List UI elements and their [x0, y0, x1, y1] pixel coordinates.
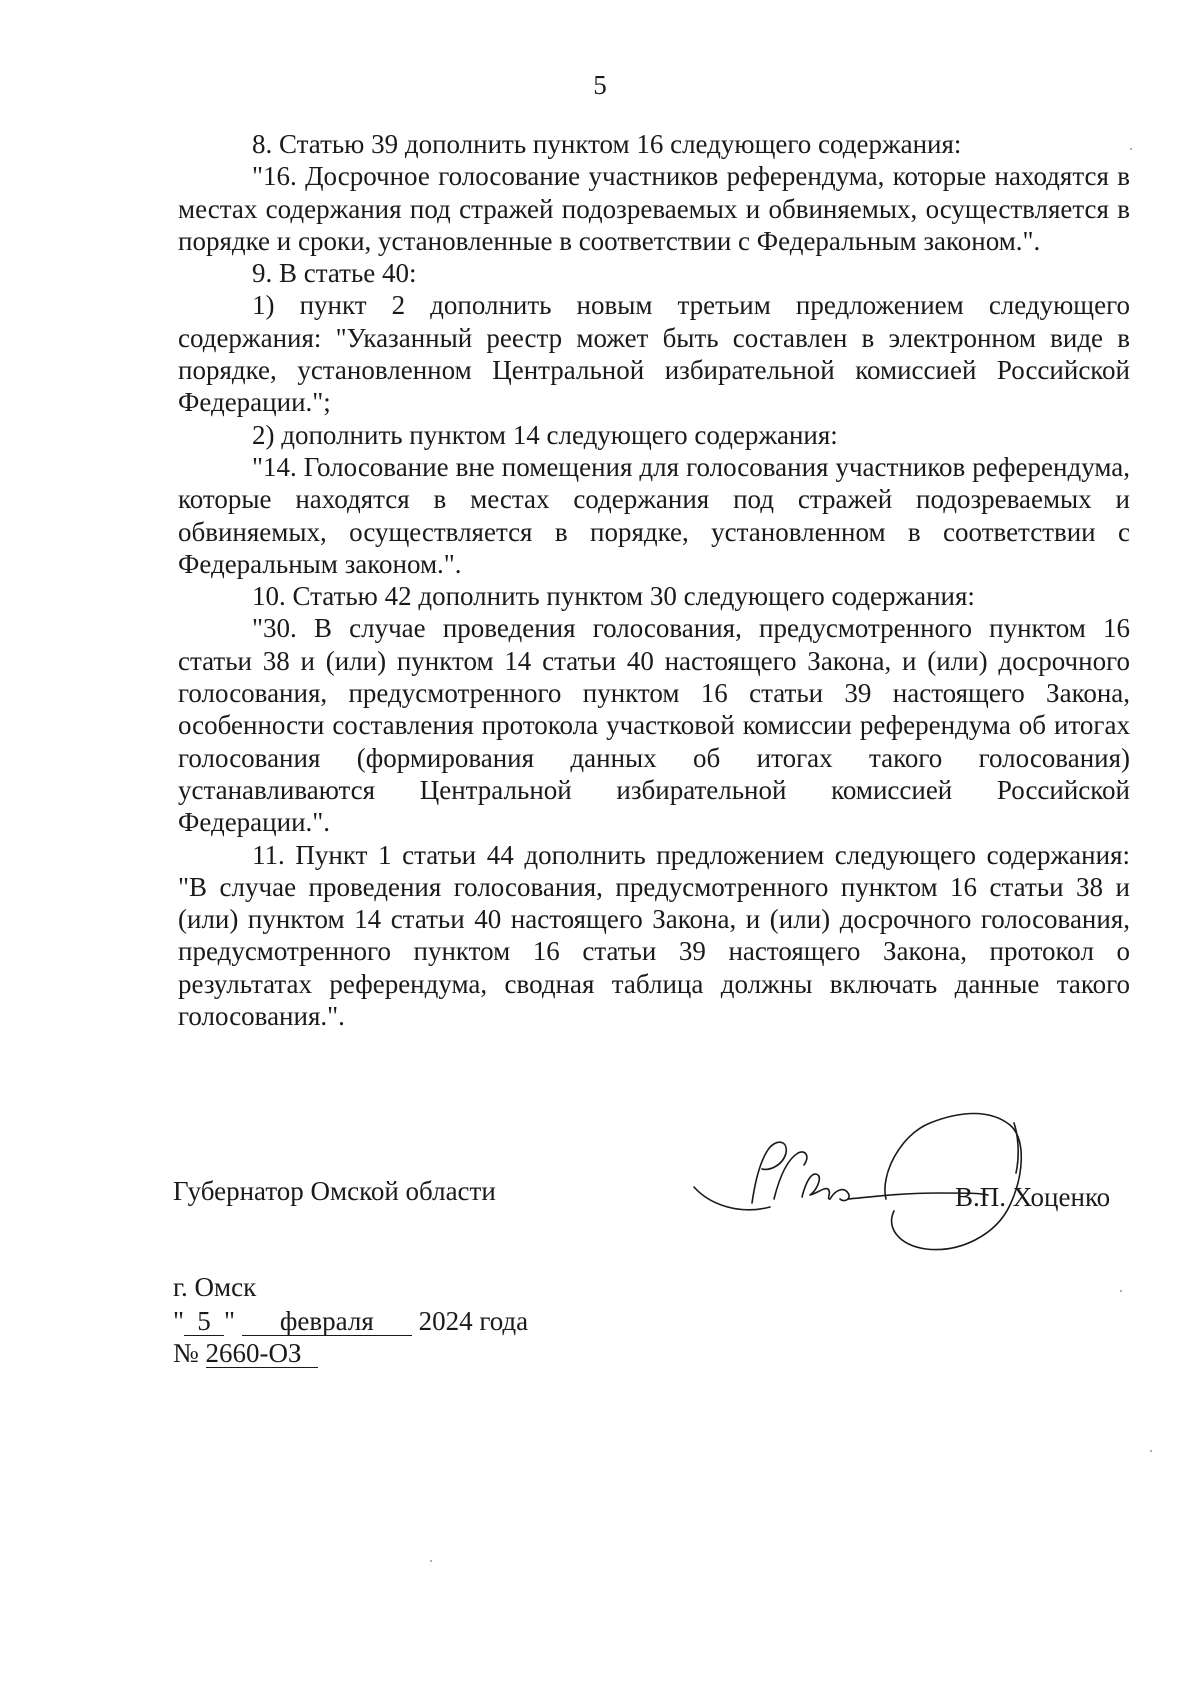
handwritten-signature [690, 1095, 1050, 1265]
paragraph-subitem-1: 1) пункт 2 дополнить новым третьим предложением следующего содержания: "Указанный реестр может быть составлен в электронном виде в порядке, установленном Центральной избирательной комиссией Российской Федерации."; [178, 290, 1130, 418]
paragraph-item-9: 9. В статье 40: [252, 258, 417, 289]
date-year: 2024 года [418, 1306, 529, 1336]
paragraph-item-11: 11. Пункт 1 статьи 44 дополнить предложением следующего содержания: "В случае проведения голосования, предусмотренного пунктом 16 статьи 38 и (или) пунктом 14 статьи 40 настоящего Закона, и (или) досрочного голосования, предусмотренного пунктом 16 статьи 39 настоящего Закона, протокол о результатах референдума, сводная таблица должны включать данные такого голосования.". [178, 839, 1130, 1032]
paragraph-subitem-2: 2) дополнить пунктом 14 следующего содержания: [252, 419, 838, 450]
signatory-name: В.П. Хоценко [955, 1182, 1111, 1212]
signing-date [173, 1306, 528, 1337]
number-prefix: № [173, 1338, 199, 1368]
paragraph-item-10: 10. Статью 42 дополнить пунктом 30 следующего содержания: [252, 581, 975, 612]
signing-city: г. Омск [173, 1272, 257, 1302]
paragraph-quote-14: "14. Голосование вне помещения для голосования участников референдума, которые находятся в местах содержания под стражей подозреваемых и обвиняемых, осуществляется в порядке, установленном в соответствии с Федеральным законом.". [178, 451, 1130, 579]
paragraph-quote-30: "30. В случае проведения голосования, предусмотренного пунктом 16 статьи 38 и (или) пунктом 14 статьи 40 настоящего Закона, и (или) досрочного голосования, предусмотренного пунктом 16 статьи 39 настоящего Закона, особенности составления протокола участковой комиссии референдума об итогах голосования (формирования данных об итогах такого голосования) устанавливаются Центральной избирательной комиссией Российской Федерации.". [178, 613, 1130, 838]
paragraph-quote-16: "16. Досрочное голосование участников референдума, которые находятся в местах содержания под стражей подозреваемых и обвиняемых, осуществляется в порядке и сроки, установленные в соответствии с Федеральным законом.". [178, 161, 1130, 256]
scan-speck [1150, 1450, 1152, 1452]
scan-speck [1120, 1290, 1122, 1292]
date-quote-close: " [224, 1306, 236, 1336]
scan-speck [1130, 148, 1132, 150]
date-quote-open: " [173, 1306, 185, 1336]
page-number: 5 [593, 70, 607, 100]
date-day: 5 [184, 1307, 224, 1336]
paragraph-item-8: 8. Статью 39 дополнить пунктом 16 следующего содержания: [252, 129, 962, 159]
number-value: 2660-ОЗ [206, 1339, 318, 1368]
scan-speck [430, 1560, 432, 1562]
law-number [173, 1338, 318, 1369]
signatory-title: Губернатор Омской области [173, 1176, 496, 1206]
document-body [178, 128, 1130, 1032]
date-month: февраля [242, 1307, 412, 1336]
